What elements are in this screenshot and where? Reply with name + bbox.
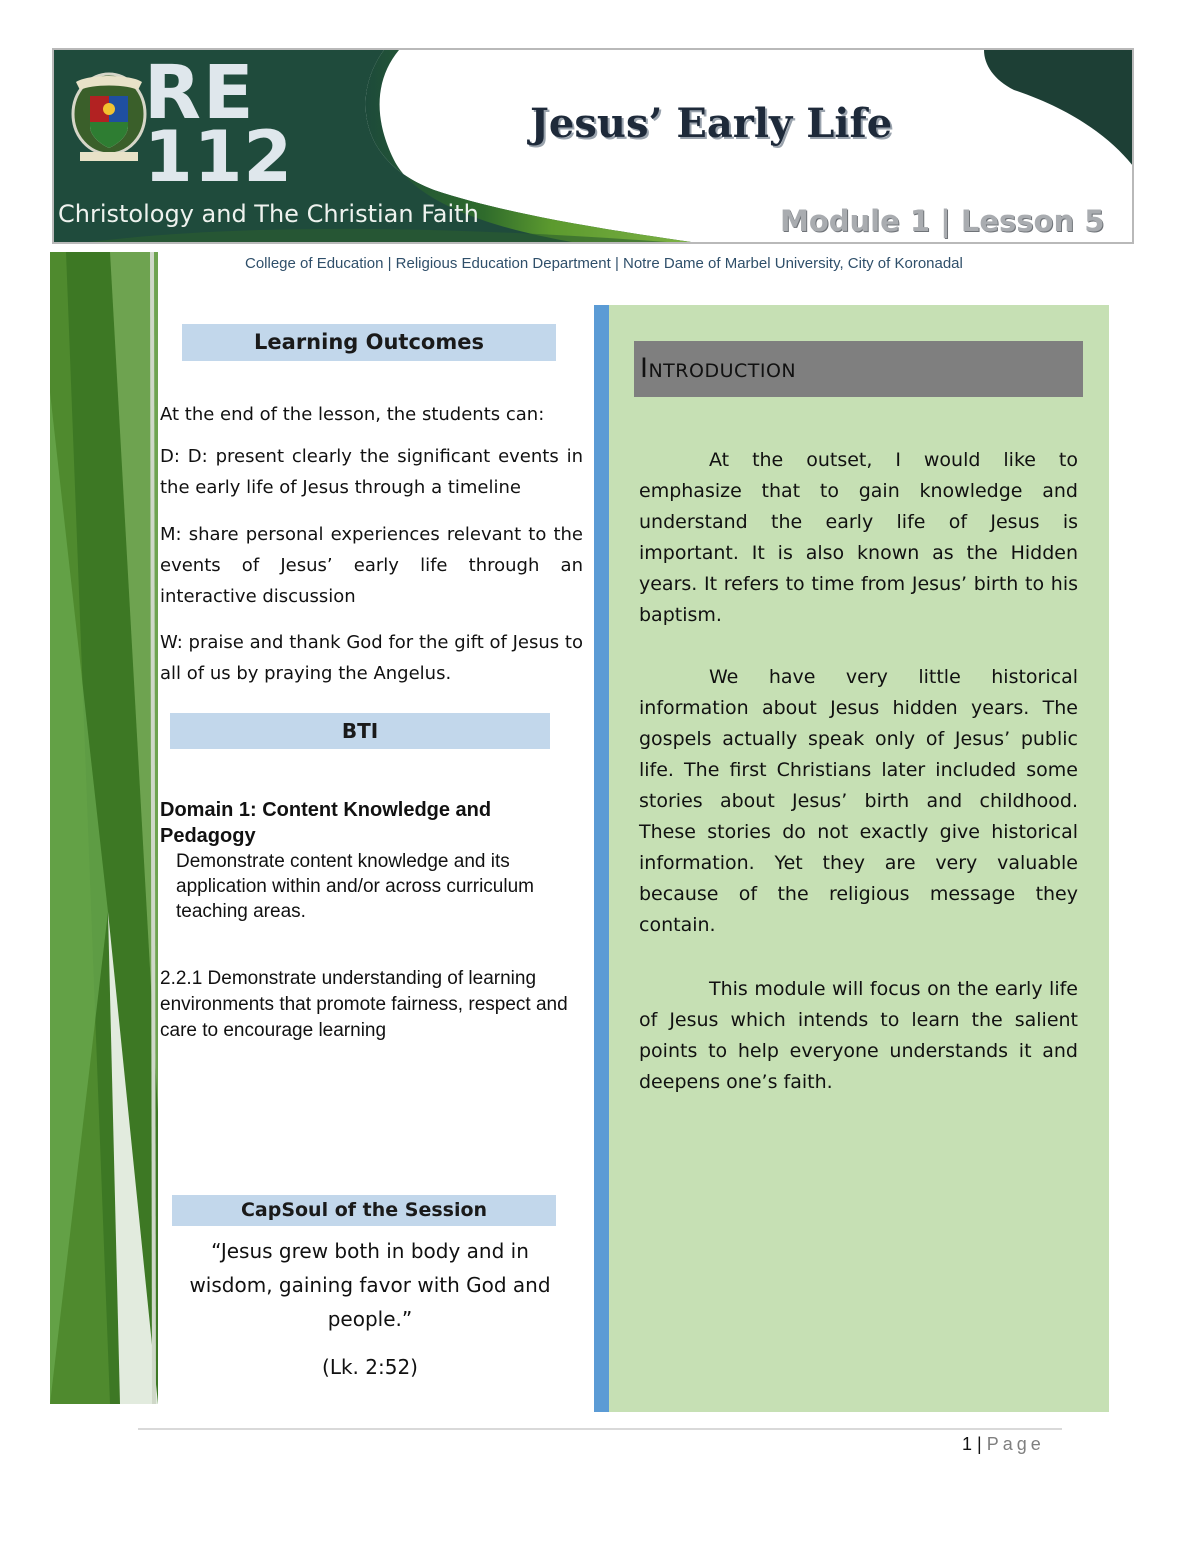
- module-lesson-label: Module 1 | Lesson 5: [780, 204, 1105, 238]
- footer-divider: [138, 1428, 1062, 1430]
- header-banner: [52, 48, 1134, 244]
- introduction-heading: Introduction: [634, 341, 1083, 397]
- capsoul-reference: (Lk. 2:52): [322, 1355, 418, 1379]
- introduction-panel-bar: [594, 305, 609, 1412]
- department-line: College of Education | Religious Education Department | Notre Dame of Marbel University, City of Koronadal: [245, 255, 963, 272]
- intro-paragraph: We have very little historical information about Jesus hidden years. The gospels actually speak only of Jesus’ public life. The first Christians later included some stories about Jesus’ birth and childhood. These stories do not exactly give historical information. Yet they are very valuable because of the religious message they contain.: [639, 666, 1078, 936]
- domain-title: Domain 1: Content Knowledge and Pedagogy: [160, 799, 492, 847]
- university-seal-icon: [68, 68, 150, 168]
- lesson-title: Jesus’ Early Life: [530, 100, 893, 147]
- learning-outcomes-heading: Learning Outcomes: [182, 324, 556, 361]
- capsoul-heading: CapSoul of the Session: [172, 1195, 556, 1226]
- course-subtitle: Christology and The Christian Faith: [58, 200, 479, 228]
- intro-paragraph: At the outset, I would like to emphasize that to gain knowledge and understand the early life of Jesus is important. It is also known as the Hidden years. It refers to time from Jesus’ birth to his baptism.: [639, 449, 1078, 626]
- capsoul-quote: “Jesus grew both in body and in wisdom, gaining favor with God and people.”: [189, 1239, 551, 1331]
- outcomes-intro: At the end of the lesson, the students can:: [160, 404, 545, 425]
- course-number: 112: [144, 116, 294, 198]
- objective-m: M: share personal experiences relevant to the events of Jesus’ early life through an interactive discussion: [160, 524, 583, 607]
- intro-paragraph: This module will focus on the early life of Jesus which intends to learn the salient points to help everyone understands it and deepens one’s faith.: [639, 978, 1078, 1093]
- course-code: RE: [144, 50, 256, 136]
- page-number: 1 | Page: [962, 1434, 1045, 1454]
- objective-w: W: praise and thank God for the gift of Jesus to all of us by praying the Angelus.: [160, 632, 583, 684]
- bti-heading: BTI: [170, 713, 550, 749]
- domain-text: Demonstrate content knowledge and its application within and/or across curriculum teaching areas.: [176, 851, 534, 922]
- indicator-text: 2.2.1 Demonstrate understanding of learning environments that promote fairness, respect and care to encourage learning: [160, 968, 568, 1041]
- left-decorative-strip: [50, 252, 160, 1404]
- objective-d: D: D: present clearly the significant events in the early life of Jesus through a timeline: [160, 446, 583, 498]
